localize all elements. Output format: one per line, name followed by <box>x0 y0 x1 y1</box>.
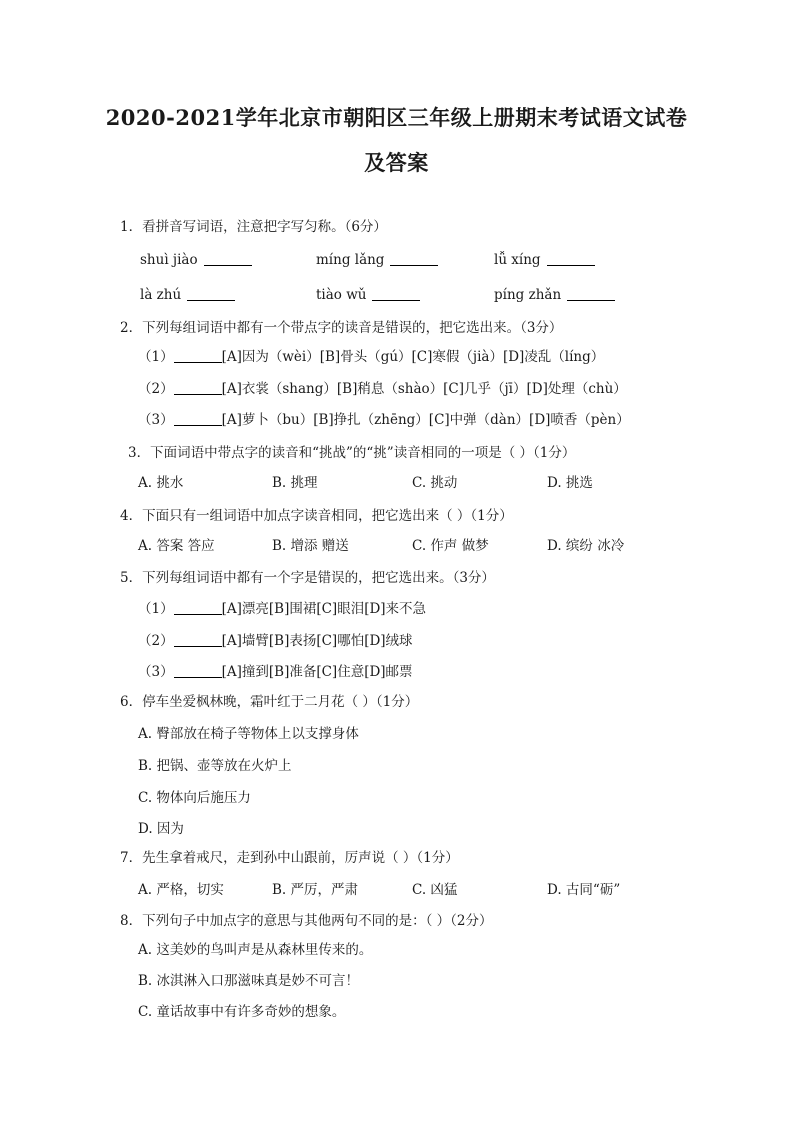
q6-stem: 6．停车坐爱枫林晚，霜叶红于二月花（ ）（1分） <box>120 694 419 710</box>
q4-option-a[interactable]: A. 答案 答应 <box>138 538 215 554</box>
item-number: （1） <box>138 601 174 617</box>
pinyin-text: lǚ xíng <box>494 252 541 268</box>
q6-option-d[interactable]: D. 因为 <box>138 821 184 837</box>
q2-item-3 <box>138 411 630 429</box>
item-options: [A]撞到[B]准备[C]住意[D]邮票 <box>221 664 413 680</box>
item-number: （3） <box>138 412 174 428</box>
exam-title-line2: 及答案 <box>364 150 429 175</box>
answer-blank[interactable] <box>174 600 222 615</box>
q2-item-2 <box>138 380 627 398</box>
answer-blank[interactable] <box>174 380 222 395</box>
pinyin-text: píng zhǎn <box>494 287 562 303</box>
q6-option-b[interactable]: B. 把锅、壶等放在火炉上 <box>138 758 292 774</box>
item-options: [A]因为（wèi）[B]骨头（gú）[C]寒假（jià）[D]凌乱（líng） <box>221 349 605 365</box>
q5-item-2 <box>138 632 413 650</box>
q5-item-3 <box>138 663 413 681</box>
pinyin-text: tiào wǔ <box>316 287 367 303</box>
answer-blank[interactable] <box>174 348 222 363</box>
q8-option-c[interactable]: C. 童话故事中有许多奇妙的想象。 <box>138 1004 346 1020</box>
q3-option-d[interactable]: D. 挑选 <box>547 475 593 491</box>
answer-blank[interactable] <box>187 286 235 301</box>
q1-pinyin-3 <box>494 251 595 269</box>
q1-pinyin-5 <box>316 286 420 304</box>
q5-stem: 5．下列每组词语中都有一个字是错误的，把它选出来。（3分） <box>120 570 495 586</box>
pinyin-text: là zhú <box>140 287 182 303</box>
q4-option-d[interactable]: D. 缤纷 冰冷 <box>547 538 625 554</box>
pinyin-text: míng lǎng <box>316 252 385 268</box>
q1-pinyin-2 <box>316 251 438 269</box>
item-number: （2） <box>138 633 174 649</box>
q2-stem: 2．下列每组词语中都有一个带点字的读音是错误的，把它选出来。（3分） <box>120 320 563 336</box>
q2-item-1 <box>138 348 604 366</box>
item-number: （2） <box>138 381 174 397</box>
q3-option-a[interactable]: A. 挑水 <box>138 475 184 491</box>
q7-option-a[interactable]: A. 严格，切实 <box>138 882 224 898</box>
q8-option-b[interactable]: B. 冰淇淋入口那滋味真是妙不可言！ <box>138 973 360 989</box>
item-options: [A]墙臂[B]表扬[C]哪怕[D]绒球 <box>221 633 413 649</box>
q4-stem: 4．下面只有一组词语中加点字读音相同，把它选出来（ ）（1分） <box>120 508 513 524</box>
q6-option-a[interactable]: A. 臀部放在椅子等物体上以支撑身体 <box>138 726 359 742</box>
q3-option-c[interactable]: C. 挑动 <box>412 475 458 491</box>
answer-blank[interactable] <box>390 251 438 266</box>
q1-pinyin-4 <box>140 286 235 304</box>
answer-blank[interactable] <box>174 632 222 647</box>
q3-option-b[interactable]: B. 挑理 <box>272 475 318 491</box>
answer-blank[interactable] <box>372 286 420 301</box>
q7-option-c[interactable]: C. 凶猛 <box>412 882 458 898</box>
q7-option-b[interactable]: B. 严厉，严肃 <box>272 882 359 898</box>
pinyin-text: shuì jiào <box>140 252 198 268</box>
answer-blank[interactable] <box>567 286 615 301</box>
q5-item-1 <box>138 600 426 618</box>
q4-option-c[interactable]: C. 作声 做梦 <box>412 538 489 554</box>
q7-stem: 7．先生拿着戒尺，走到孙中山跟前，厉声说（ ）（1分） <box>120 850 459 866</box>
answer-blank[interactable] <box>204 251 252 266</box>
answer-blank[interactable] <box>174 411 222 426</box>
answer-blank[interactable] <box>547 251 595 266</box>
q7-option-d[interactable]: D. 古同“砺” <box>547 882 621 898</box>
item-options: [A]漂亮[B]围裙[C]眼泪[D]来不急 <box>221 601 427 617</box>
answer-blank[interactable] <box>174 663 222 678</box>
q3-stem: 3．下面词语中带点字的读音和“挑战”的“挑”读音相同的一项是（ ）（1分） <box>128 445 576 461</box>
exam-title-line1: 2020-2021学年北京市朝阳区三年级上册期末考试语文试卷 <box>105 105 688 130</box>
item-options: [A]萝卜（bu）[B]挣扎（zhēng）[C]中弹（dàn）[D]喷香（pèn） <box>221 412 630 428</box>
item-options: [A]衣裳（shang）[B]稍息（shào）[C]几乎（jī）[D]处理（chù） <box>221 381 627 397</box>
q8-stem: 8．下列句子中加点字的意思与其他两句不同的是：（ ）（2分） <box>120 913 493 929</box>
q4-option-b[interactable]: B. 增添 赠送 <box>272 538 349 554</box>
q6-option-c[interactable]: C. 物体向后施压力 <box>138 790 251 806</box>
q1-pinyin-1 <box>140 251 252 269</box>
q8-option-a[interactable]: A. 这美妙的鸟叫声是从森林里传来的。 <box>138 942 373 958</box>
q1-stem: 1．看拼音写词语，注意把字写匀称。（6分） <box>120 219 387 235</box>
item-number: （3） <box>138 664 174 680</box>
item-number: （1） <box>138 349 174 365</box>
q1-pinyin-6 <box>494 286 615 304</box>
